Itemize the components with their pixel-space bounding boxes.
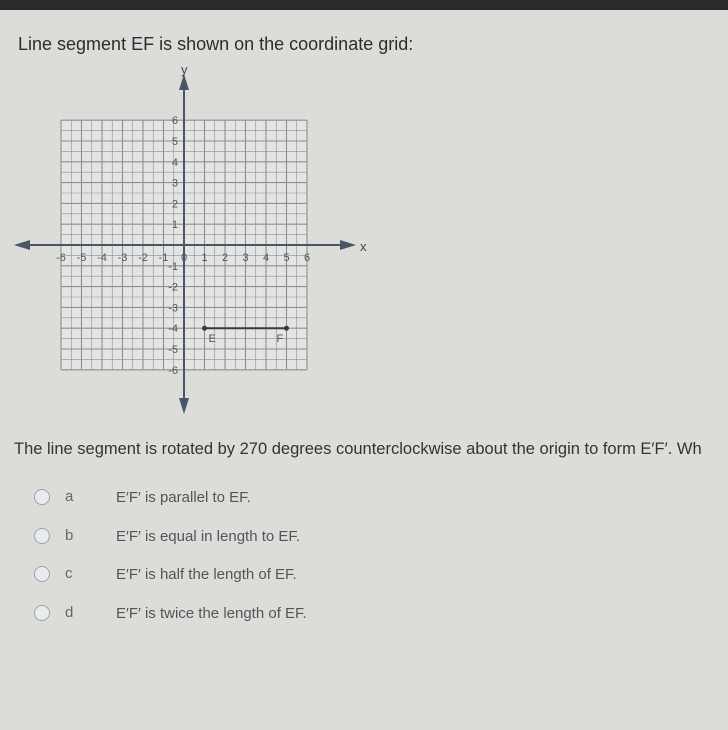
x-tick-label: 4 xyxy=(262,252,270,264)
x-tick-label: -3 xyxy=(117,252,128,264)
x-axis-right-arrow xyxy=(340,240,356,250)
y-tick-label: -5 xyxy=(168,344,178,356)
x-tick-label: -6 xyxy=(56,252,66,264)
x-tick-label: -1 xyxy=(158,252,169,264)
radio-icon[interactable] xyxy=(34,489,50,505)
x-tick-label: 0 xyxy=(180,252,188,264)
point-e-label: E xyxy=(208,333,216,346)
option-text: E′F′ is twice the length of EF. xyxy=(116,604,307,622)
radio-icon[interactable] xyxy=(34,528,50,544)
y-tick-label: 5 xyxy=(171,136,178,148)
option-c[interactable] xyxy=(34,565,714,604)
option-letter: b xyxy=(65,526,74,544)
radio-icon[interactable] xyxy=(34,605,50,621)
y-tick-label: 6 xyxy=(171,115,178,128)
answer-options xyxy=(34,488,714,642)
y-tick-label: 3 xyxy=(171,177,178,190)
y-axis-bottom-arrow xyxy=(179,398,189,414)
x-tick-label: -5 xyxy=(76,252,87,264)
point-f xyxy=(284,326,289,331)
option-b[interactable] xyxy=(34,527,714,566)
option-text: E′F′ is parallel to EF. xyxy=(116,489,251,506)
y-tick-label: 2 xyxy=(171,198,178,211)
y-tick-label: -1 xyxy=(168,260,178,273)
x-tick-label: -4 xyxy=(97,252,107,264)
y-tick-label: 1 xyxy=(171,219,178,232)
y-tick-label: -3 xyxy=(168,302,178,315)
x-axis-left-arrow xyxy=(14,240,30,250)
x-tick-label: -2 xyxy=(138,252,148,264)
x-tick-label: 5 xyxy=(283,252,290,264)
y-tick-label: -2 xyxy=(168,281,178,294)
option-letter: a xyxy=(65,488,74,505)
y-tick-label: -6 xyxy=(168,364,178,377)
x-tick-label: 3 xyxy=(242,252,249,264)
x-axis-label: x xyxy=(360,239,367,254)
question-title: Line segment EF is shown on the coordinate grid: xyxy=(18,34,414,54)
point-f-label: F xyxy=(276,333,284,346)
option-letter: c xyxy=(65,565,73,582)
option-a[interactable] xyxy=(34,488,714,527)
option-text: E′F′ is equal in length to EF. xyxy=(116,527,301,545)
option-letter: d xyxy=(65,603,74,621)
top-bar xyxy=(0,0,728,10)
option-d[interactable] xyxy=(34,604,714,643)
coordinate-grid xyxy=(0,50,420,430)
point-e xyxy=(202,326,207,331)
radio-icon[interactable] xyxy=(34,566,50,582)
question-text: The line segment is rotated by 270 degrees counterclockwise about the origin to form E′F′. Wh xyxy=(14,440,702,458)
x-tick-label: 6 xyxy=(303,252,311,264)
coordinate-grid-svg xyxy=(0,50,420,430)
y-tick-label: 4 xyxy=(171,156,178,169)
option-text: E′F′ is half the length of EF. xyxy=(116,566,297,583)
y-axis-label: y xyxy=(181,62,188,77)
x-tick-label: 1 xyxy=(201,252,208,264)
y-tick-label: -4 xyxy=(168,323,178,336)
x-tick-label: 2 xyxy=(221,252,229,264)
